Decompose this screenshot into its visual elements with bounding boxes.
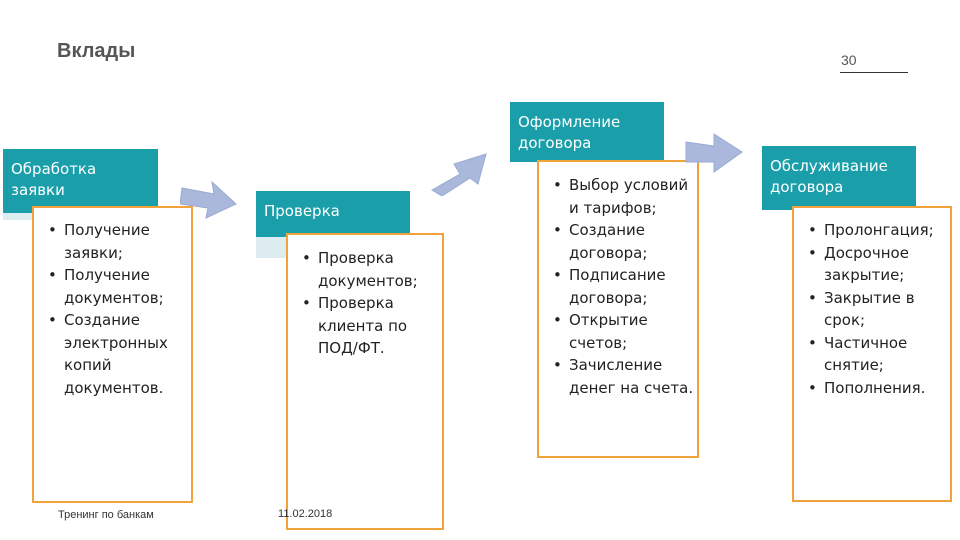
step-4-item xyxy=(804,377,950,400)
step-4-item-text: Пролонгация; xyxy=(824,221,934,239)
slide-title: Вклады xyxy=(57,40,136,62)
step-2-item xyxy=(298,247,442,292)
step-3-item-text: Открытие счетов; xyxy=(569,311,648,352)
step-4-header: Обслуживание договора xyxy=(762,146,916,210)
step-4-item xyxy=(804,242,950,287)
footer-training-label: Тренинг по банкам xyxy=(58,509,154,521)
step-4-item xyxy=(804,219,950,242)
step-4-item-text: Досрочное закрытие; xyxy=(824,243,909,284)
step-4-item xyxy=(804,287,950,332)
arrow-right-icon xyxy=(180,178,238,220)
step-3-header: Оформление договора xyxy=(510,102,664,162)
step-1-item-text: Создание электронных копий документов. xyxy=(64,311,168,397)
step-2-details-box xyxy=(286,233,444,530)
page-number-underline xyxy=(840,72,908,73)
step-3-item xyxy=(549,174,697,219)
step-3-item xyxy=(549,309,697,354)
step-3-item-text: Выбор условий и тарифов; xyxy=(569,176,689,217)
step-4-item-text: Закрытие в срок; xyxy=(824,288,915,329)
footer-date: 11.02.2018 xyxy=(278,508,333,520)
step-3-item xyxy=(549,264,697,309)
step-1-header: Обработка заявки xyxy=(3,149,158,213)
step-3-item-text: Подписание договора; xyxy=(569,266,666,307)
step-1-item xyxy=(44,264,191,309)
step-4-details-box xyxy=(792,206,952,502)
step-2-item-text: Проверка клиента по ПОД/ФТ. xyxy=(318,294,408,357)
step-4-item-text: Пополнения. xyxy=(824,378,926,397)
step-2-item xyxy=(298,292,442,360)
step-2-header: Проверка xyxy=(256,191,410,237)
step-3-item xyxy=(549,219,697,264)
step-1-item xyxy=(44,219,191,264)
step-3-item-text: Зачисление денег на счета. xyxy=(569,356,694,397)
step-4-item-text: Частичное снятие; xyxy=(824,333,908,374)
step-4-item xyxy=(804,332,950,377)
step-3-details-box xyxy=(537,160,699,458)
step-3-item xyxy=(549,354,697,399)
step-1-item-text: Получение документов; xyxy=(64,266,164,307)
step-1-item xyxy=(44,309,191,399)
step-3-item-text: Создание договора; xyxy=(569,221,648,262)
step-1-item-text: Получение заявки; xyxy=(64,221,150,262)
page-number: 30 xyxy=(841,52,857,68)
step-1-details-box xyxy=(32,206,193,503)
arrow-up-right-icon xyxy=(428,150,490,196)
arrow-right-icon xyxy=(684,132,744,176)
step-2-item-text: Проверка документов; xyxy=(318,249,418,290)
